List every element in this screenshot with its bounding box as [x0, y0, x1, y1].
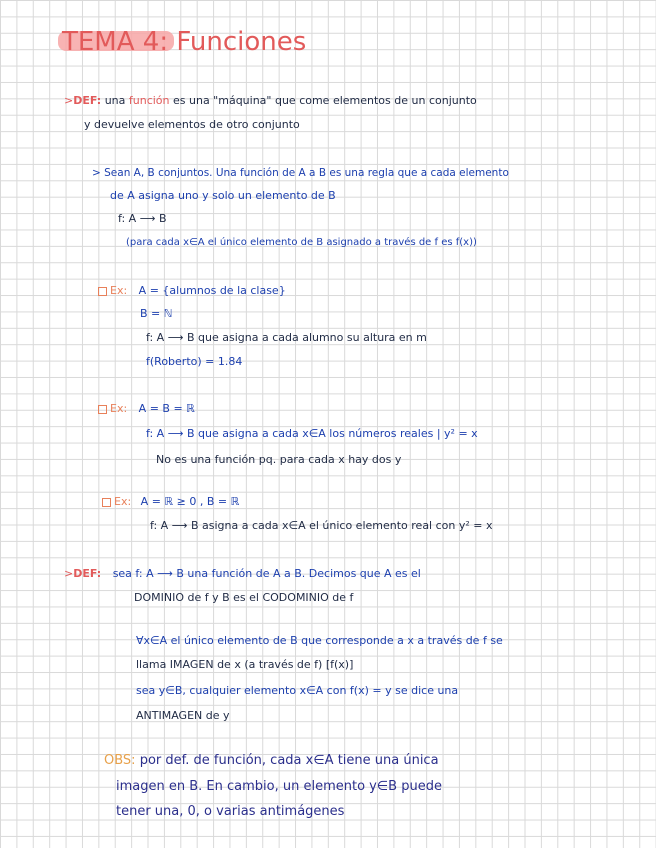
def1-highlight: función	[128, 94, 170, 107]
obs-line1-text: por def. de función, cada x∈A tiene una única	[139, 753, 439, 768]
def2-line2: DOMINIO de f y B es el CODOMINIO de f	[134, 591, 354, 604]
sub1-line1: > Sean A, B conjuntos. Una función de A a B es una regla que a cada elemento	[92, 167, 509, 179]
ex2-line3: No es una función pq. para cada x hay dos y	[156, 453, 402, 466]
ex3-line2: f: A ⟶ B asigna a cada x∈A el único elemento real con y² = x	[150, 519, 493, 532]
obs-line2: imagen en B. En cambio, un elemento y∈B puede	[116, 779, 442, 794]
obs-line3: tener una, 0, o varias antimágenes	[116, 804, 345, 819]
obs-line1	[104, 752, 439, 770]
page-title	[62, 26, 306, 58]
ex2-checkbox-icon	[98, 405, 107, 414]
def1-tag: DEF:	[73, 94, 102, 107]
def2-line5: sea y∈B, cualquier elemento x∈A con f(x) = y se dice una	[136, 684, 459, 697]
ex1-line1-text: A = {alumnos de la clase}	[138, 284, 286, 297]
ex2-line1-text: A = B = ℝ	[138, 402, 195, 415]
sub1-line4: (para cada x∈A el único elemento de B asignado a través de f es f(x))	[126, 237, 477, 248]
ex1-line4: f(Roberto) = 1.84	[146, 355, 243, 368]
def1-line1	[64, 94, 477, 108]
def2-tag: DEF:	[73, 567, 102, 580]
def2-line6: ANTIMAGEN de y	[136, 709, 230, 722]
def2-bullet: >	[64, 567, 74, 580]
def1-bullet: >	[64, 94, 74, 107]
sub1-line3: f: A ⟶ B	[118, 212, 167, 225]
ex2-line2: f: A ⟶ B que asigna a cada x∈A los números reales | y² = x	[146, 427, 478, 440]
page-title-text: TEMA 4: Funciones	[62, 27, 307, 57]
ex3-label: Ex:	[114, 495, 132, 508]
def1-line1-rest: es una "máquina" que come elementos de un conjunto	[173, 94, 477, 107]
def2-line4: llama IMAGEN de x (a través de f) [f(x)]	[136, 658, 354, 671]
sub1-line2: de A asigna uno y solo un elemento de B	[110, 189, 336, 202]
def2-line1-text: sea f: A ⟶ B una función de A a B. Decimos que A es el	[112, 567, 421, 580]
def2-line1	[64, 567, 421, 581]
def1-pre: una	[104, 94, 126, 107]
ex3-line1	[102, 495, 239, 509]
ex3-line1-text: A = ℝ ≥ 0 , B = ℝ	[140, 495, 240, 508]
obs-label: OBS:	[104, 753, 136, 768]
ex2-label: Ex:	[110, 402, 128, 415]
ex2-line1	[98, 402, 195, 416]
ex3-checkbox-icon	[102, 498, 111, 507]
ex1-label: Ex:	[110, 284, 128, 297]
ex1-checkbox-icon	[98, 287, 107, 296]
def2-line3: ∀x∈A el único elemento de B que corresponde a x a través de f se	[136, 634, 503, 647]
ex1-line1	[98, 284, 286, 298]
ex1-line3: f: A ⟶ B que asigna a cada alumno su altura en m	[146, 331, 427, 344]
def1-line2: y devuelve elementos de otro conjunto	[84, 118, 300, 131]
ex1-line2: B = ℕ	[140, 307, 173, 320]
